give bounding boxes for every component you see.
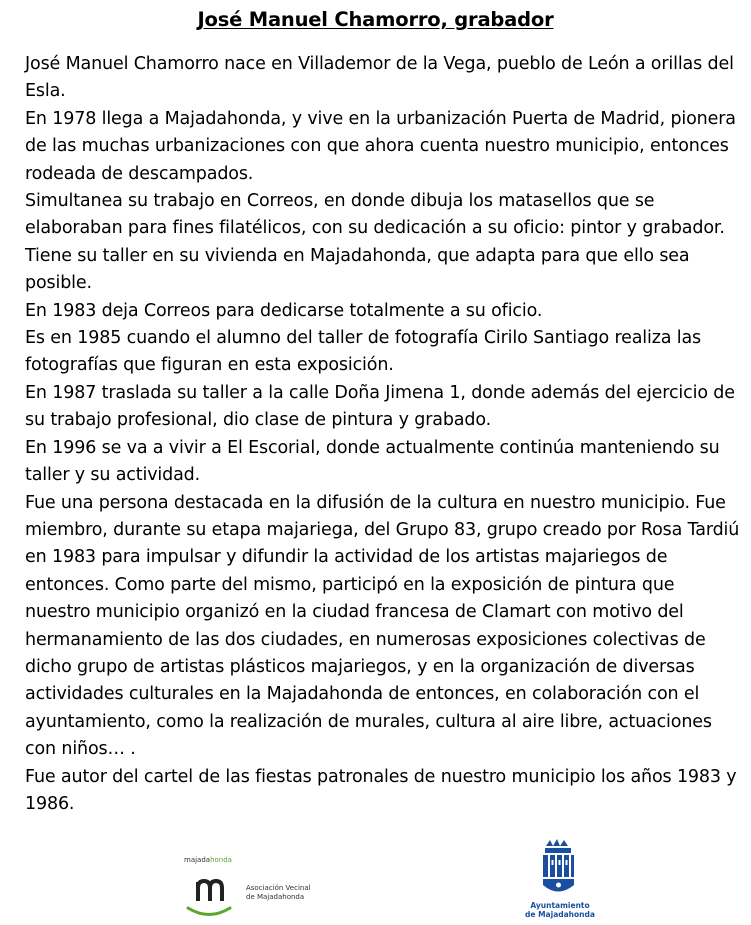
paragraph: En 1978 llega a Majadahonda, y vive en la urbanización Puerta de Madrid, pionera de las muchas urbanizaciones con que ahora cuenta nuestro municipio, entonces rodeada de descampados. — [25, 108, 736, 184]
association-name-line2: de Majadahonda — [246, 893, 305, 901]
paragraph: Simultanea su trabajo en Correos, en donde dibuja los matasellos que se elaboraban para fines filatélicos, con su dedicación a su oficio: pintor y grabador. — [25, 191, 725, 239]
m-letter-logo-icon — [184, 867, 234, 917]
paragraph: Es en 1985 cuando el alumno del taller de fotografía Cirilo Santiago realiza las fotografías que figuran en esta exposición. — [25, 328, 702, 376]
council-logo — [520, 838, 600, 923]
paragraph: José Manuel Chamorro nace en Villademor de la Vega, pueblo de León a orillas del Esla. — [25, 54, 734, 102]
association-wordmark — [184, 856, 232, 864]
council-crest-icon — [539, 838, 577, 900]
paragraph: Fue autor del cartel de las fiestas patronales de nuestro municipio los años 1983 y 1986. — [25, 766, 737, 814]
paragraph: Fue una persona destacada en la difusión de la cultura en nuestro municipio. Fue miembro, durante su etapa majariega, del Grupo 83, grupo creado por Rosa Tardiú en 1983 para impulsar y difundir la actividad de los artistas majariegos de entonces. Como parte del mismo, participó en la exposición de pintura que nuestro municipio organizó en la ciudad francesa de Clamart con motivo del hermanamiento de las dos ciudades, en numerosas exposiciones colectivas de dicho grupo de artistas plásticos majariegos, y en la organización de diversas actividades culturales en la Majadahonda de entonces, en colaboración con el ayuntamiento, como la realización de murales, cultura al aire libre, actuaciones con niños… . — [25, 492, 740, 760]
paragraph: En 1996 se va a vivir a El Escorial, donde actualmente continúa manteniendo su taller y su actividad. — [25, 437, 720, 486]
body-text — [25, 51, 740, 818]
paragraph: En 1987 traslada su taller a la calle Doña Jimena 1, donde además del ejercicio de su trabajo profesional, dio clase de pintura y grabado. — [25, 382, 735, 431]
association-logo — [180, 855, 330, 917]
council-name — [520, 901, 600, 919]
paragraph: En 1983 deja Correos para dedicarse totalmente a su oficio. — [25, 300, 543, 321]
wordmark-part2: honda — [210, 856, 232, 864]
page-title: José Manuel Chamorro, grabador — [197, 8, 554, 31]
association-name-line1: Asociación Vecinal — [246, 884, 311, 892]
wordmark-part1: majada — [184, 856, 211, 864]
council-name-line1: Ayuntamiento — [530, 901, 590, 910]
council-name-line2: de Majadahonda — [525, 910, 595, 919]
paragraph: Tiene su taller en su vivienda en Majadahonda, que adapta para que ello sea posible. — [25, 245, 690, 294]
association-name — [246, 884, 311, 902]
